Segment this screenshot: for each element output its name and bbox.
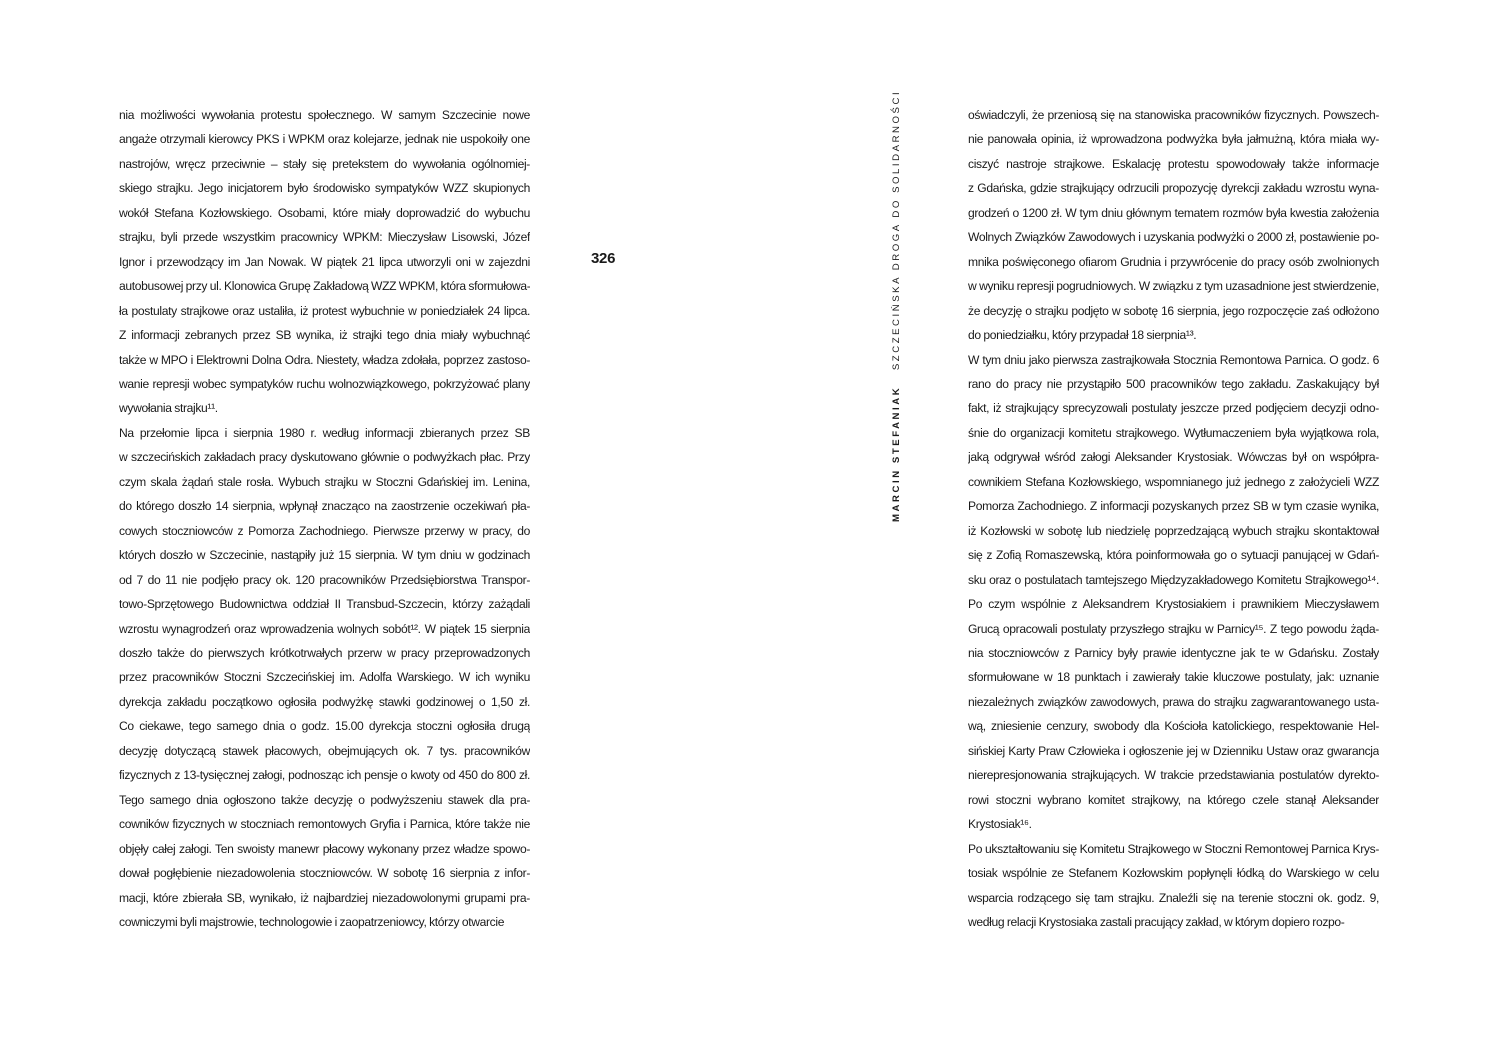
text-line: z Gdańska, gdzie strajkujący odrzucili propozycję dyrekcji zakładu wzrostu wyna- xyxy=(968,181,1379,196)
text-line: wywołania strajku¹¹. xyxy=(119,401,218,416)
text-line: w wyniku represji pogrudniowych. W związku z tym uzasadnione jest stwierdzenie, xyxy=(968,279,1379,294)
text-line: sformułowane w 18 punktach i zawierały takie kluczowe postulaty, jak: uznanie xyxy=(968,670,1379,685)
text-line: rano do pracy nie przystąpiło 500 pracowników tego zakładu. Zaskakujący był xyxy=(968,376,1379,391)
text-line: cowniczymi byli majstrowie, technologowie i zaopatrzeniowcy, którzy otwarcie xyxy=(119,914,505,929)
text-line: wzrostu wynagrodzeń oraz wprowadzenia wolnych sobót¹². W piątek 15 sierpnia xyxy=(119,621,530,636)
text-line: niezależnych związków zawodowych, prawa do strajku zagwarantowanego usta- xyxy=(968,694,1379,709)
text-line: cownikiem Stefana Kozłowskiego, wspomnianego już jednego z założycieli WZZ xyxy=(968,474,1379,489)
text-line: towo-Sprzętowego Budownictwa oddział II Transbud-Szczecin, którzy zażądali xyxy=(119,597,530,612)
text-line: objęły całej załogi. Ten swoisty manewr płacowy wykonany przez władze spowo- xyxy=(119,841,530,856)
text-line: doszło także do pierwszych krótkotrwałych przerw w pracy przeprowadzonych xyxy=(119,645,530,660)
text-line: Pomorza Zachodniego. Z informacji pozyskanych przez SB w tym czasie wynika, xyxy=(968,499,1379,514)
text-line: ła postulaty strajkowe oraz ustaliła, iż protest wybuchnie w poniedziałek 24 lipca. xyxy=(119,303,530,318)
text-line: według relacji Krystosiaka zastali pracujący zakład, w którym dopiero rozpo- xyxy=(968,914,1345,929)
text-line: sku oraz o postulatach tamtejszego Międzyzakładowego Komitetu Strajkowego¹⁴. xyxy=(968,572,1379,587)
page-number: 326 xyxy=(591,250,616,267)
text-line: skiego strajku. Jego inicjatorem było środowisko sympatyków WZZ skupionych xyxy=(119,181,530,196)
left-page-text xyxy=(119,103,530,934)
right-page-text xyxy=(968,103,1379,934)
text-line: strajku, byli przede wszystkim pracownicy WPKM: Mieczysław Lisowski, Józef xyxy=(119,230,530,245)
text-line: ciszyć nastroje strajkowe. Eskalację protestu spowodowały także informacje xyxy=(968,156,1379,171)
text-line: nie panowała opinia, iż wprowadzona podwyżka była jałmużną, która miała wy- xyxy=(968,132,1379,147)
text-line: Grucą opracowali postulaty przyszłego strajku w Parnicy¹⁵. Z tego powodu żąda- xyxy=(968,621,1379,636)
text-line: wsparcia rodzącego się tam strajku. Znaleźli się na terenie stoczni ok. godz. 9, xyxy=(968,890,1379,905)
text-line: iż Kozłowski w sobotę lub niedzielę poprzedzającą wybuch strajku skontaktował xyxy=(968,523,1379,538)
text-line: do poniedziałku, który przypadał 18 sierpnia¹³. xyxy=(968,328,1197,343)
text-line: których doszło w Szczecinie, nastąpiły już 15 sierpnia. W tym dniu w godzinach xyxy=(119,548,530,563)
text-line: Po ukształtowaniu się Komitetu Strajkowego w Stoczni Remontowej Parnica Krys- xyxy=(968,841,1379,856)
text-line: fakt, iż strajkujący sprecyzowali postulaty jeszcze przed podjęciem decyzji odno- xyxy=(968,401,1379,416)
running-head-author: MARCIN STEFANIAK xyxy=(891,385,902,522)
text-line: do którego doszło 14 sierpnia, wpłynął znacząco na zaostrzenie oczekiwań pła- xyxy=(119,499,530,514)
text-line: decyzję dotyczącą stawek płacowych, obejmujących ok. 7 tys. pracowników xyxy=(119,743,530,758)
text-line: Krystosiak¹⁶. xyxy=(968,817,1032,832)
text-line: W tym dniu jako pierwsza zastrajkowała Stocznia Remontowa Parnica. O godz. 6 xyxy=(968,352,1379,367)
text-line: także w MPO i Elektrowni Dolna Odra. Niestety, władza zdołała, poprzez zastoso- xyxy=(119,352,530,367)
text-line: macji, które zbierała SB, wynikało, iż najbardziej niezadowolonymi grupami pra- xyxy=(119,890,530,905)
text-line: mnika poświęconego ofiarom Grudnia i przywrócenie do pracy osób zwolnionych xyxy=(968,254,1379,269)
text-line: tosiak wspólnie ze Stefanem Kozłowskim popłynęli łódką do Warskiego w celu xyxy=(968,866,1379,881)
text-line: nierepresjonowania strajkujących. W trakcie przedstawiania postulatów dyrekto- xyxy=(968,768,1379,783)
running-head xyxy=(891,89,902,522)
text-line: angaże otrzymali kierowcy PKS i WPKM oraz kolejarze, jednak nie uspokoiły one xyxy=(119,132,530,147)
text-line: Wolnych Związków Zawodowych i uzyskania podwyżki o 2000 zł, postawienie po- xyxy=(968,230,1379,245)
text-line: Tego samego dnia ogłoszono także decyzję o podwyższeniu stawek dla pra- xyxy=(119,792,530,807)
text-line: się z Zofią Romaszewską, która poinformowała go o sytuacji panującej w Gdań- xyxy=(968,548,1379,563)
text-line: śnie do organizacji komitetu strajkowego. Wytłumaczeniem była wyjątkowa rola, xyxy=(968,425,1379,440)
text-line: nia stoczniowców z Parnicy były prawie identyczne jak te w Gdańsku. Zostały xyxy=(968,645,1379,660)
text-line: nia możliwości wywołania protestu społecznego. W samym Szczecinie nowe xyxy=(119,108,530,122)
text-line: cowych stoczniowców z Pomorza Zachodniego. Pierwsze przerwy w pracy, do xyxy=(119,523,530,538)
text-line: Co ciekawe, tego samego dnia o godz. 15.00 dyrekcja stoczni ogłosiła drugą xyxy=(119,719,530,734)
text-line: cowników fizycznych w stoczniach remontowych Gryfia i Parnica, które także nie xyxy=(119,817,530,832)
text-line: czym skala żądań stale rosła. Wybuch strajku w Stoczni Gdańskiej im. Lenina, xyxy=(119,474,530,489)
text-line: wokół Stefana Kozłowskiego. Osobami, które miały doprowadzić do wybuchu xyxy=(119,205,530,220)
text-line: w szczecińskich zakładach pracy dyskutowano głównie o podwyżkach płac. Przy xyxy=(119,450,530,465)
text-line: wanie represji wobec sympatyków ruchu wolnozwiązkowego, pokrzyżować plany xyxy=(119,376,530,391)
text-line: dował pogłębienie niezadowolenia stoczniowców. W sobotę 16 sierpnia z infor- xyxy=(119,866,530,881)
text-line: nastrojów, wręcz przeciwnie – stały się pretekstem do wywołania ogólnomiej- xyxy=(119,156,530,171)
text-line: Na przełomie lipca i sierpnia 1980 r. według informacji zbieranych przez SB xyxy=(119,425,530,440)
text-line: autobusowej przy ul. Klonowica Grupę Zakładową WZZ WPKM, która sformułowa- xyxy=(119,279,530,294)
text-line: Z informacji zebranych przez SB wynika, iż strajki tego dnia miały wybuchnąć xyxy=(119,328,530,343)
text-line: fizycznych z 13-tysięcznej załogi, podnosząc ich pensje o kwoty od 450 do 800 zł. xyxy=(119,768,530,783)
text-line: Po czym wspólnie z Aleksandrem Krystosiakiem i prawnikiem Mieczysławem xyxy=(968,597,1379,612)
text-line: rowi stoczni wybrano komitet strajkowy, na którego czele stanął Aleksander xyxy=(968,792,1379,807)
text-line: oświadczyli, że przeniosą się na stanowiska pracowników fizycznych. Powszech- xyxy=(968,108,1379,122)
running-head-separator xyxy=(891,375,902,380)
text-line: od 7 do 11 nie podjęło pracy ok. 120 pracowników Przedsiębiorstwa Transpor- xyxy=(119,572,530,587)
text-line: że decyzję o strajku podjęto w sobotę 16 sierpnia, jego rozpoczęcie zaś odłożono xyxy=(968,303,1379,318)
text-line: Ignor i przewodzący im Jan Nowak. W piątek 21 lipca utworzyli oni w zajezdni xyxy=(119,254,530,269)
text-line: wą, zniesienie cenzury, swobody dla Kościoła katolickiego, respektowanie Hel- xyxy=(968,719,1379,734)
text-line: dyrekcja zakładu początkowo ogłosiła podwyżkę stawki godzinowej o 1,50 zł. xyxy=(119,694,530,709)
text-line: jaką odgrywał wśród załogi Aleksander Krystosiak. Wówczas był on współpra- xyxy=(968,450,1379,465)
text-line: przez pracowników Stoczni Szczecińskiej im. Adolfa Warskiego. W ich wyniku xyxy=(119,670,530,685)
text-line: sińskiej Karty Praw Człowieka i ogłoszenie jej w Dzienniku Ustaw oraz gwarancja xyxy=(968,743,1379,758)
text-line: grodzeń o 1200 zł. W tym dniu głównym tematem rozmów była kwestia założenia xyxy=(968,205,1379,220)
running-head-title: SZCZECIŃSKA DROGA DO SOLIDARNOŚCI xyxy=(891,89,902,371)
